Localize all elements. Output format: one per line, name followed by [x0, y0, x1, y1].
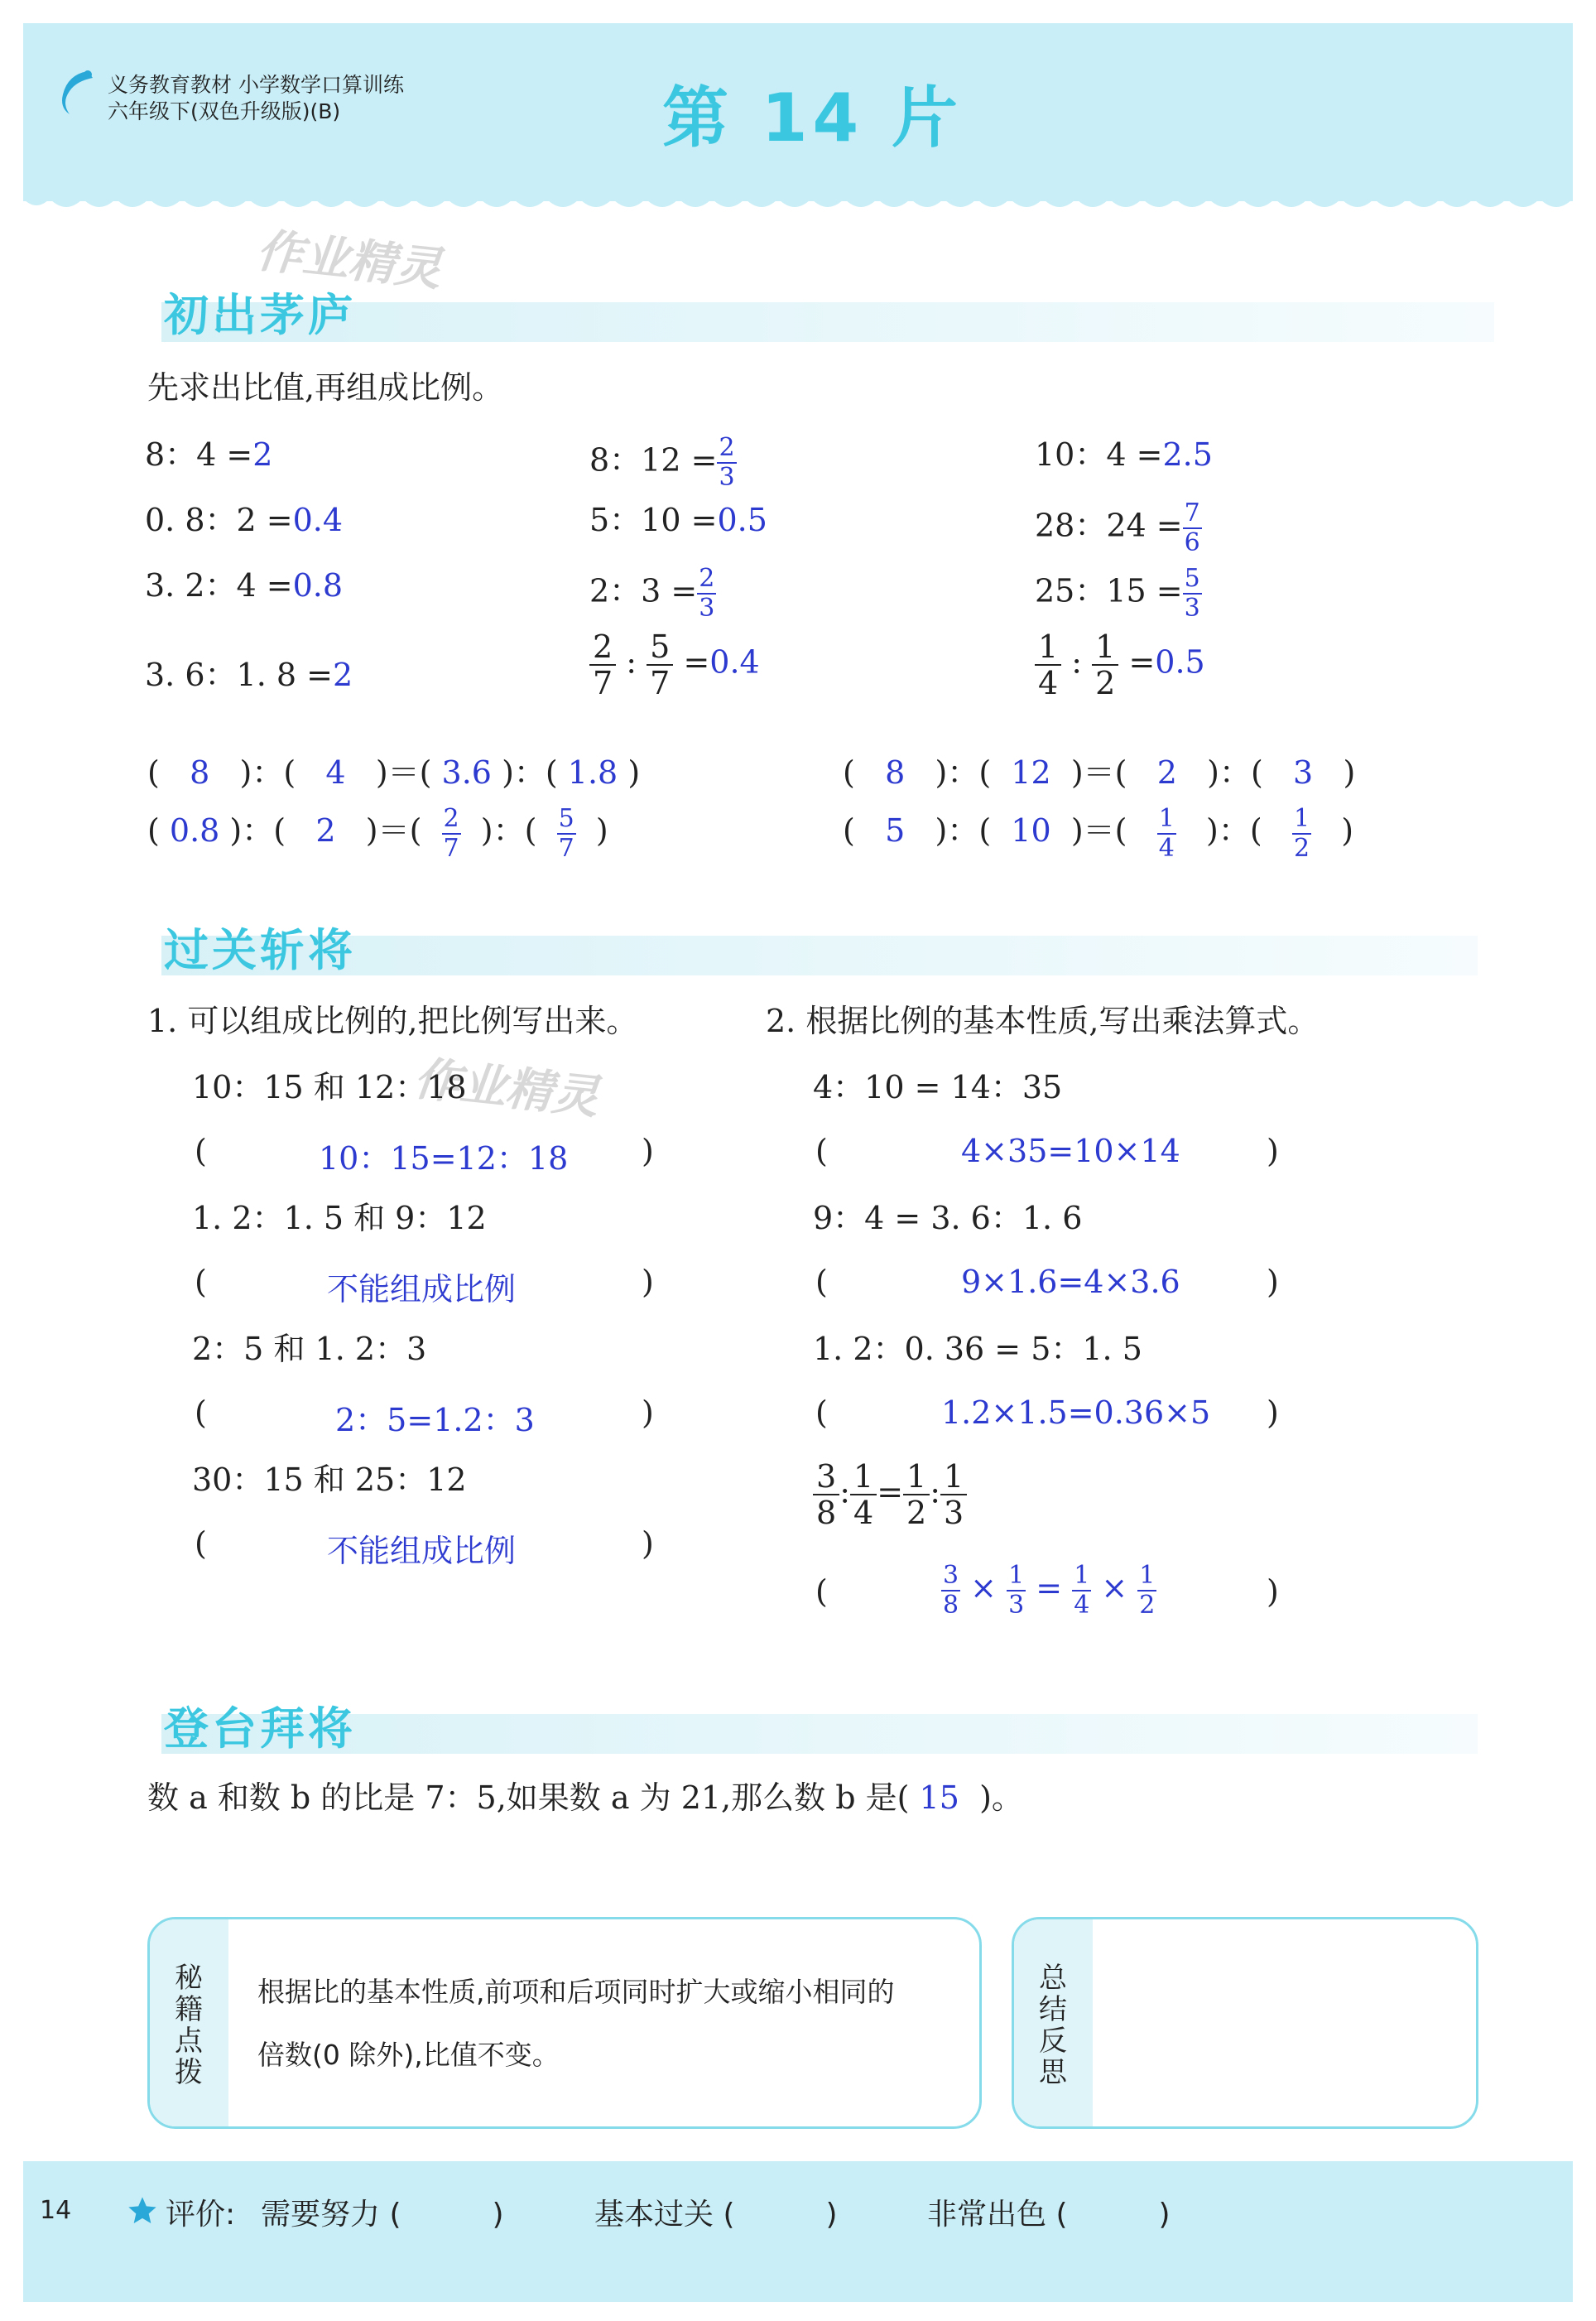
fraction: $\frac{3}{8}$ — [943, 1561, 959, 1620]
section-bar — [161, 302, 1494, 342]
tips-box — [147, 1917, 982, 2129]
fraction: $\frac{5}{7}$ — [558, 803, 574, 863]
answer-line: ( 9×1.6=4×3.6 ) — [815, 1264, 1279, 1300]
question-1-prompt: 1. 可以组成比例的,把比例写出来。 — [147, 1003, 638, 1039]
answer-line: ( 不能组成比例 ) — [195, 1264, 654, 1307]
summary-label: 总结反思 — [1039, 1962, 1067, 2089]
ratio-question: 0. 8：2 =0.4 — [145, 502, 344, 538]
section-bar — [161, 1714, 1478, 1754]
proportion-left-1: ( 8 )：( 4 )＝( 3.6 )：( 1.8 ) — [147, 754, 641, 791]
fraction: $\frac{2}{3}$ — [719, 433, 735, 492]
ratio-question: 3. 2：4 =0.8 — [145, 567, 344, 604]
summary-box — [1012, 1917, 1478, 2129]
answer-line: ( $\frac{3}{8}$ × $\frac{1}{3}$ = $\frac{1}{4}$ × $\frac{1}{2}$ ) — [815, 1561, 1279, 1620]
tips-label: 秘籍点拨 — [175, 1962, 203, 2089]
fraction: $\frac{1}{2}$ — [1293, 803, 1310, 863]
question-2-prompt: 2. 根据比例的基本性质,写出乘法算式。 — [766, 1003, 1320, 1039]
q1-item: 10：15 和 12：18 — [192, 1069, 467, 1105]
rating-option-2[interactable]: 基本过关 ( ) — [594, 2198, 838, 2232]
ratio-question: 25：15 = $\frac{5}{3}$ — [1035, 564, 1200, 623]
answer-line: ( 1.2×1.5=0.36×5 ) — [815, 1394, 1279, 1431]
section-title-1: 初出茅庐 — [164, 289, 356, 341]
section-title-3: 登台拜将 — [164, 1702, 356, 1755]
fraction: $\frac{1}{2}$ — [1139, 1561, 1156, 1620]
ratio-question: 10：4 =2.5 — [1035, 436, 1213, 473]
rating-option-1[interactable]: 需要努力 ( ) — [261, 2198, 504, 2232]
header-wave — [23, 182, 1573, 224]
fraction: $\frac{1}{3}$ — [1008, 1561, 1025, 1620]
q2-item-fractions: $\frac{3}{8}$ : $\frac{1}{4}$ = $\frac{1}{2}$ : $\frac{1}{3}$ — [813, 1461, 967, 1529]
q2-item: 1. 2：0. 36 = 5：1. 5 — [813, 1331, 1142, 1367]
fraction: $\frac{1}{2}$ — [903, 1461, 930, 1529]
fraction: $\frac{1}{4}$ — [1074, 1561, 1090, 1620]
fraction: $\frac{1}{3}$ — [940, 1461, 967, 1529]
bird-logo-icon — [51, 66, 96, 119]
proportion-right-2: ( 5 )：( 10 )＝( $\frac{1}{4}$ )：( $\frac{1}{2}$ ) — [843, 803, 1354, 863]
fraction: $\frac{5}{3}$ — [1184, 564, 1200, 623]
ratio-question: 3. 6：1. 8 =2 — [145, 657, 353, 693]
final-question: 数 a 和数 b 的比是 7：5,如果数 a 为 21,那么数 b 是( 15 )。 — [147, 1779, 1023, 1816]
q2-item: 9：4 = 3. 6：1. 6 — [813, 1200, 1083, 1236]
page-number: 14 — [40, 2196, 72, 2225]
ratio-question: $\frac{2}{7}$ : $\frac{5}{7}$ =0.4 — [589, 631, 760, 699]
q1-item: 1. 2：1. 5 和 9：12 — [192, 1200, 487, 1236]
fraction: $\frac{5}{7}$ — [647, 631, 673, 699]
tips-text-line2: 倍数(0 除外),比值不变。 — [257, 2039, 560, 2071]
ratio-question: $\frac{1}{4}$ : $\frac{1}{2}$ =0.5 — [1035, 631, 1205, 699]
rating-option-3[interactable]: 非常出色 ( ) — [927, 2198, 1171, 2232]
fraction: $\frac{1}{4}$ — [850, 1461, 877, 1529]
book-series-title: 义务教育教材 小学数学口算训练 — [108, 73, 404, 97]
book-edition: 六年级下(双色升级版)(B) — [108, 99, 341, 123]
fraction: $\frac{2}{3}$ — [699, 564, 715, 623]
answer-line: ( 2：5=1.2：3 ) — [195, 1394, 654, 1438]
ratio-question: 2：3 = $\frac{2}{3}$ — [589, 564, 715, 623]
fraction: $\frac{7}{6}$ — [1184, 498, 1200, 557]
ratio-question: 5：10 =0.5 — [589, 502, 767, 538]
eval-label: 评价: — [166, 2198, 236, 2232]
watermark: 作业精灵 — [253, 224, 445, 297]
section-title-2: 过关斩将 — [164, 924, 356, 976]
fraction: $\frac{1}{4}$ — [1158, 803, 1175, 863]
fraction: $\frac{1}{2}$ — [1092, 631, 1118, 699]
fraction: $\frac{2}{7}$ — [589, 631, 616, 699]
q1-item: 30：15 和 25：12 — [192, 1461, 467, 1498]
fraction: $\frac{3}{8}$ — [813, 1461, 839, 1529]
ratio-question: 8：12 = $\frac{2}{3}$ — [589, 433, 735, 492]
q1-item: 2：5 和 1. 2：3 — [192, 1331, 427, 1367]
proportion-left-2: ( 0.8 )：( 2 )＝( $\frac{2}{7}$ )：( $\frac{5}{7}$ ) — [147, 803, 608, 863]
page-title: 第 14 片 — [662, 79, 964, 156]
ratio-question: 28：24 = $\frac{7}{6}$ — [1035, 498, 1200, 557]
tips-text-line1: 根据比的基本性质,前项和后项同时扩大或缩小相同的 — [257, 1976, 895, 2008]
q2-item: 4：10 = 14：35 — [813, 1069, 1063, 1105]
proportion-right-1: ( 8 )：( 12 )＝( 2 )：( 3 ) — [843, 754, 1356, 791]
answer-line: ( 4×35=10×14 ) — [815, 1133, 1279, 1169]
ratio-question: 8：4 =2 — [145, 436, 273, 473]
fraction: $\frac{2}{7}$ — [443, 803, 459, 863]
answer-line: ( 10：15=12：18 ) — [195, 1133, 654, 1177]
watermark: 作业精灵 — [411, 1052, 602, 1125]
answer-line: ( 不能组成比例 ) — [195, 1525, 654, 1569]
section-bar — [161, 936, 1478, 975]
fraction: $\frac{1}{4}$ — [1035, 631, 1061, 699]
star-icon — [126, 2194, 159, 2227]
instruction: 先求出比值,再组成比例。 — [147, 369, 504, 406]
